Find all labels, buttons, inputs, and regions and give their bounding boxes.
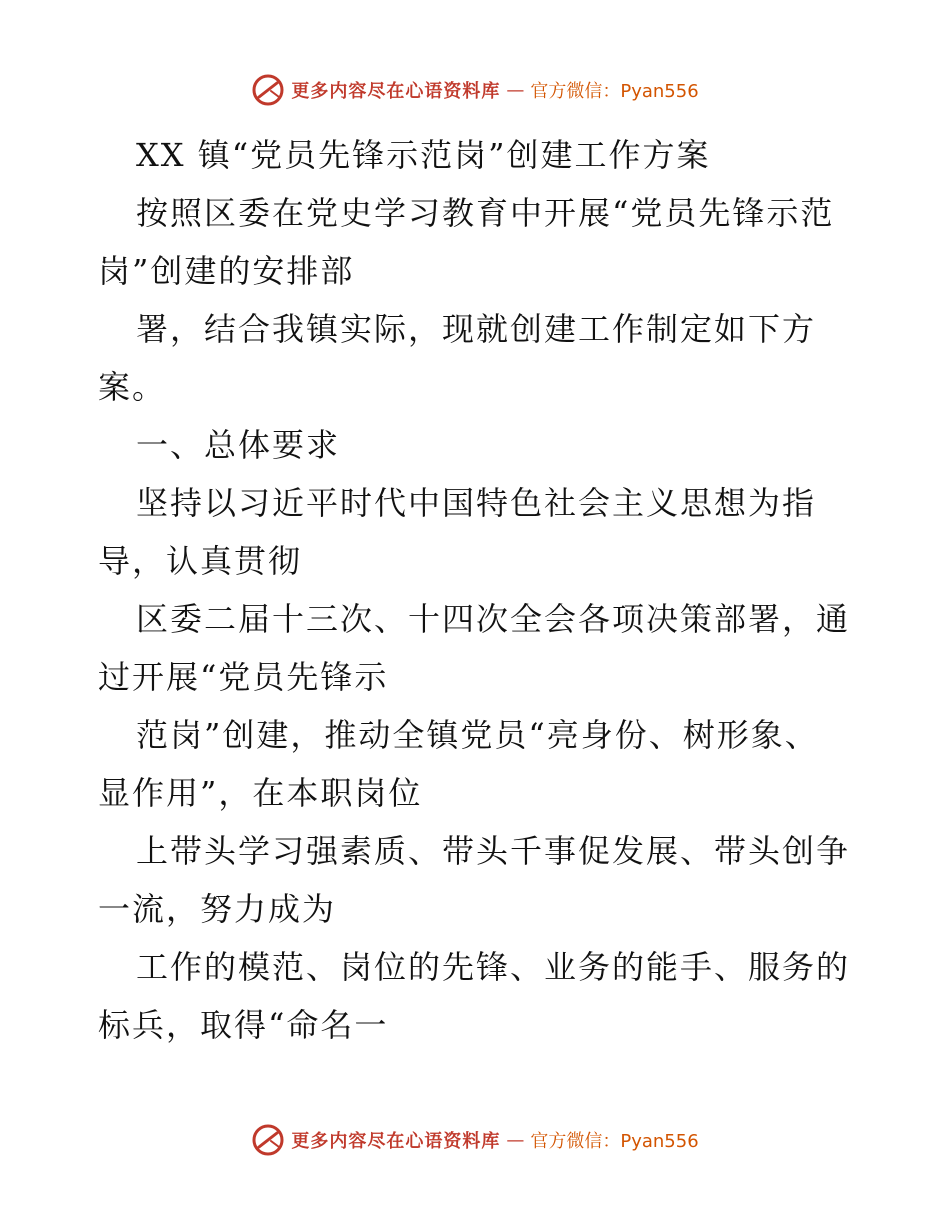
watermark-main-text: 更多内容尽在心语资料库 (291, 81, 501, 102)
document-line: 工作的模范、岗位的先锋、业务的能手、服务的 (136, 948, 851, 986)
watermark-logo-icon (251, 1123, 285, 1157)
document-line: 按照区委在党史学习教育中开展“党员先锋示范 (136, 194, 835, 232)
watermark-sub-text: 官方微信：Pyan556 (530, 1131, 699, 1152)
section-heading: 一、总体要求 (136, 426, 341, 464)
document-line: 署，结合我镇实际，现就创建工作制定如下方 (136, 310, 817, 348)
document-line: 导，认真贯彻 (98, 542, 303, 580)
header-watermark (0, 70, 950, 110)
document-line: 坚持以习近平时代中国特色社会主义思想为指 (136, 484, 817, 522)
document-line: 一流，努力成为 (98, 890, 337, 928)
footer-watermark (0, 1120, 950, 1160)
watermark-logo-icon (251, 73, 285, 107)
watermark-sub-text: 官方微信：Pyan556 (530, 81, 699, 102)
document-line: 岗”创建的安排部 (98, 252, 355, 290)
document-line: 过开展“党员先锋示 (98, 658, 389, 696)
document-line: 范岗”创建，推动全镇党员“亮身份、树形象、 (136, 716, 819, 754)
document-line: 案。 (98, 368, 167, 406)
document-line: 标兵，取得“命名一 (98, 1006, 389, 1044)
document-line: 显作用”，在本职岗位 (98, 774, 423, 812)
watermark-main-text: 更多内容尽在心语资料库 (291, 1131, 501, 1152)
document-line: XX 镇“党员先锋示范岗”创建工作方案 (136, 136, 711, 174)
watermark-dash: — (506, 79, 525, 101)
document-line: 区委二届十三次、十四次全会各项决策部署，通 (136, 600, 851, 638)
document-body (98, 126, 858, 1054)
document-line: 上带头学习强素质、带头千事促发展、带头创争 (136, 832, 851, 870)
watermark-dash: — (506, 1129, 525, 1151)
